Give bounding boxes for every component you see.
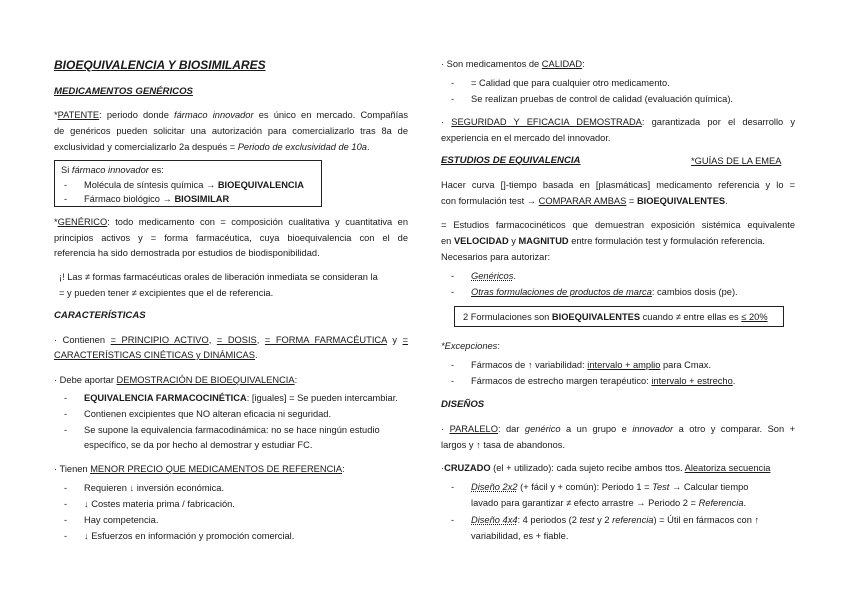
generico-line-3: referencia ha sido demostrada por estudios de biodisponibilidad. bbox=[54, 248, 320, 258]
guias-emea: *GUÍAS DE LA EMEA bbox=[691, 156, 782, 166]
precio-heading: · Tienen MENOR PRECIO QUE MEDICAMENTOS DE REFERENCIA: bbox=[54, 464, 345, 474]
list-item-otras-formulaciones: - Otras formulaciones de productos de marca: cambios dosis (pe). bbox=[451, 287, 738, 297]
list-item-genericos: - Genéricos. bbox=[451, 271, 516, 281]
list-item-variabilidad: - Fármacos de ↑ variabilidad: intervalo + amplio para Cmax. bbox=[451, 360, 712, 370]
list-item-excipientes: - Contienen excipientes que NO alteran eficacia ni seguridad. bbox=[64, 409, 332, 419]
list-item-inversion: - Requieren ↓ inversión económica. bbox=[64, 483, 225, 493]
patente-line-3: exclusividad y comercializarlo 2a después = Periodo de exclusividad de 10a. bbox=[54, 142, 370, 152]
list-item-diseno-4x4-cont: variabilidad, es + fiable. bbox=[471, 531, 569, 541]
generico-line-1: *GENÉRICO: todo medicamento con = composición cualitativa y cuantitativa en bbox=[54, 217, 408, 227]
paralelo-line-1: · PARALELO: dar genérico a un grupo e innovador a otro y comparar. Son + bbox=[441, 424, 796, 434]
list-item-estrecho-margen: - Fármacos de estrecho margen terapéutico: intervalo + estrecho. bbox=[451, 376, 736, 386]
list-item-diseno-4x4: - Diseño 4x4: 4 periodos (2 test y 2 referencia) = Útil en fármacos con ↑ bbox=[451, 515, 760, 525]
generico-line-2: principios activos y = forma farmacéutica, cuya bioequivalencia con el de bbox=[54, 233, 408, 243]
section-header-caracteristicas: CARACTERÍSTICAS bbox=[54, 310, 146, 321]
bioequivalentes-box-text: 2 Formulaciones son BIOEQUIVALENTES cuando ≠ entre ellas es ≤ 20% bbox=[463, 312, 768, 322]
document-title: BIOEQUIVALENCIA Y BIOSIMILARES bbox=[54, 58, 266, 72]
curva-line-2: con formulación test → COMPARAR AMBAS = BIOEQUIVALENTES. bbox=[441, 196, 728, 206]
list-item-competencia: - Hay competencia. bbox=[64, 515, 159, 525]
patente-line-2: de genéricos pueden solicitar una autorización para comercializarlo tras 8a de bbox=[54, 126, 408, 136]
farmaco-line-3: Necesarios para autorizar: bbox=[441, 252, 551, 262]
list-item-diseno-2x2: - Diseño 2x2 (+ fácil y + común): Periodo 1 = Test → Calcular tiempo bbox=[451, 482, 749, 492]
list-item-bioequivalencia: - Molécula de síntesis química → BIOEQUIVALENCIA bbox=[64, 180, 304, 190]
note-line-1: ¡! Las ≠ formas farmacéuticas orales de liberación inmediata se consideran la bbox=[59, 272, 378, 282]
farmaco-line-1: = Estudios farmacocinéticos que demuestran exposición sistémica equivalente bbox=[441, 220, 795, 230]
list-item-costes: - ↓ Costes materia prima / fabricación. bbox=[64, 499, 235, 509]
section-header-estudios: ESTUDIOS DE EQUIVALENCIA bbox=[441, 155, 581, 166]
contienen-line-2: CARACTERÍSTICAS CINÉTICAS y DINÁMICAS. bbox=[54, 350, 258, 360]
list-item-diseno-2x2-cont: lavado para garantizar ≠ efecto arrastre → Periodo 2 = Referencia. bbox=[471, 498, 747, 508]
list-item-farmacodinamica: - Se supone la equivalencia farmacodinámica: no se hace ningún estudio bbox=[64, 425, 380, 435]
cruzado-heading: ·CRUZADO (el + utilizado): cada sujeto recibe ambos ttos. Aleatoriza secuencia bbox=[441, 463, 771, 473]
note-line-2: = y pueden tener ≠ excipientes que el de referencia. bbox=[59, 288, 274, 298]
section-header-disenos: DISEÑOS bbox=[441, 399, 485, 410]
patente-keyword: PATENTE bbox=[57, 110, 100, 120]
patente-line-1: *PATENTE: periodo donde fármaco innovador es único en mercado. Compañías bbox=[54, 110, 408, 120]
list-item-biosimilar: - Fármaco biológico → BIOSIMILAR bbox=[64, 194, 230, 204]
section-header-genericos: MEDICAMENTOS GENÉRICOS bbox=[54, 86, 193, 97]
demostracion-heading: · Debe aportar DEMOSTRACIÓN DE BIOEQUIVALENCIA: bbox=[54, 375, 298, 385]
excepciones-heading: *Excepciones: bbox=[441, 341, 500, 351]
list-item-equivalencia-fc: - EQUIVALENCIA FARMACOCINÉTICA: [iguales] = Se pueden intercambiar. bbox=[64, 393, 398, 403]
paralelo-line-2: largos y ↑ tasa de abandonos. bbox=[441, 440, 566, 450]
list-item-esfuerzos: - ↓ Esfuerzos en información y promoción comercial. bbox=[64, 531, 295, 541]
curva-line-1: Hacer curva []-tiempo basada en [plasmáticas] medicamento referencia y lo = bbox=[441, 180, 795, 190]
contienen-line-1: · Contienen = PRINCIPIO ACTIVO, = DOSIS, = FORMA FARMACÉUTICA y = bbox=[54, 335, 408, 345]
generico-keyword: GENÉRICO bbox=[57, 217, 108, 227]
calidad-heading: · Son medicamentos de CALIDAD: bbox=[441, 59, 585, 69]
list-item-control: - Se realizan pruebas de control de calidad (evaluación química). bbox=[451, 94, 734, 104]
list-item-calidad: - = Calidad que para cualquier otro medicamento. bbox=[451, 78, 670, 88]
list-item-farmacodinamica-cont: específico, se da por hecho al demostrar y estudiar FC. bbox=[84, 440, 313, 450]
innovador-box-line: Si fármaco innovador es: bbox=[61, 165, 164, 175]
seguridad-line-2: experiencia en el mercado del innovador. bbox=[441, 133, 611, 143]
seguridad-line-1: · SEGURIDAD Y EFICACIA DEMOSTRADA: garantizada por el desarrollo y bbox=[441, 117, 795, 127]
farmaco-line-2: en VELOCIDAD y MAGNITUD entre formulación test y formulación referencia. bbox=[441, 236, 765, 246]
